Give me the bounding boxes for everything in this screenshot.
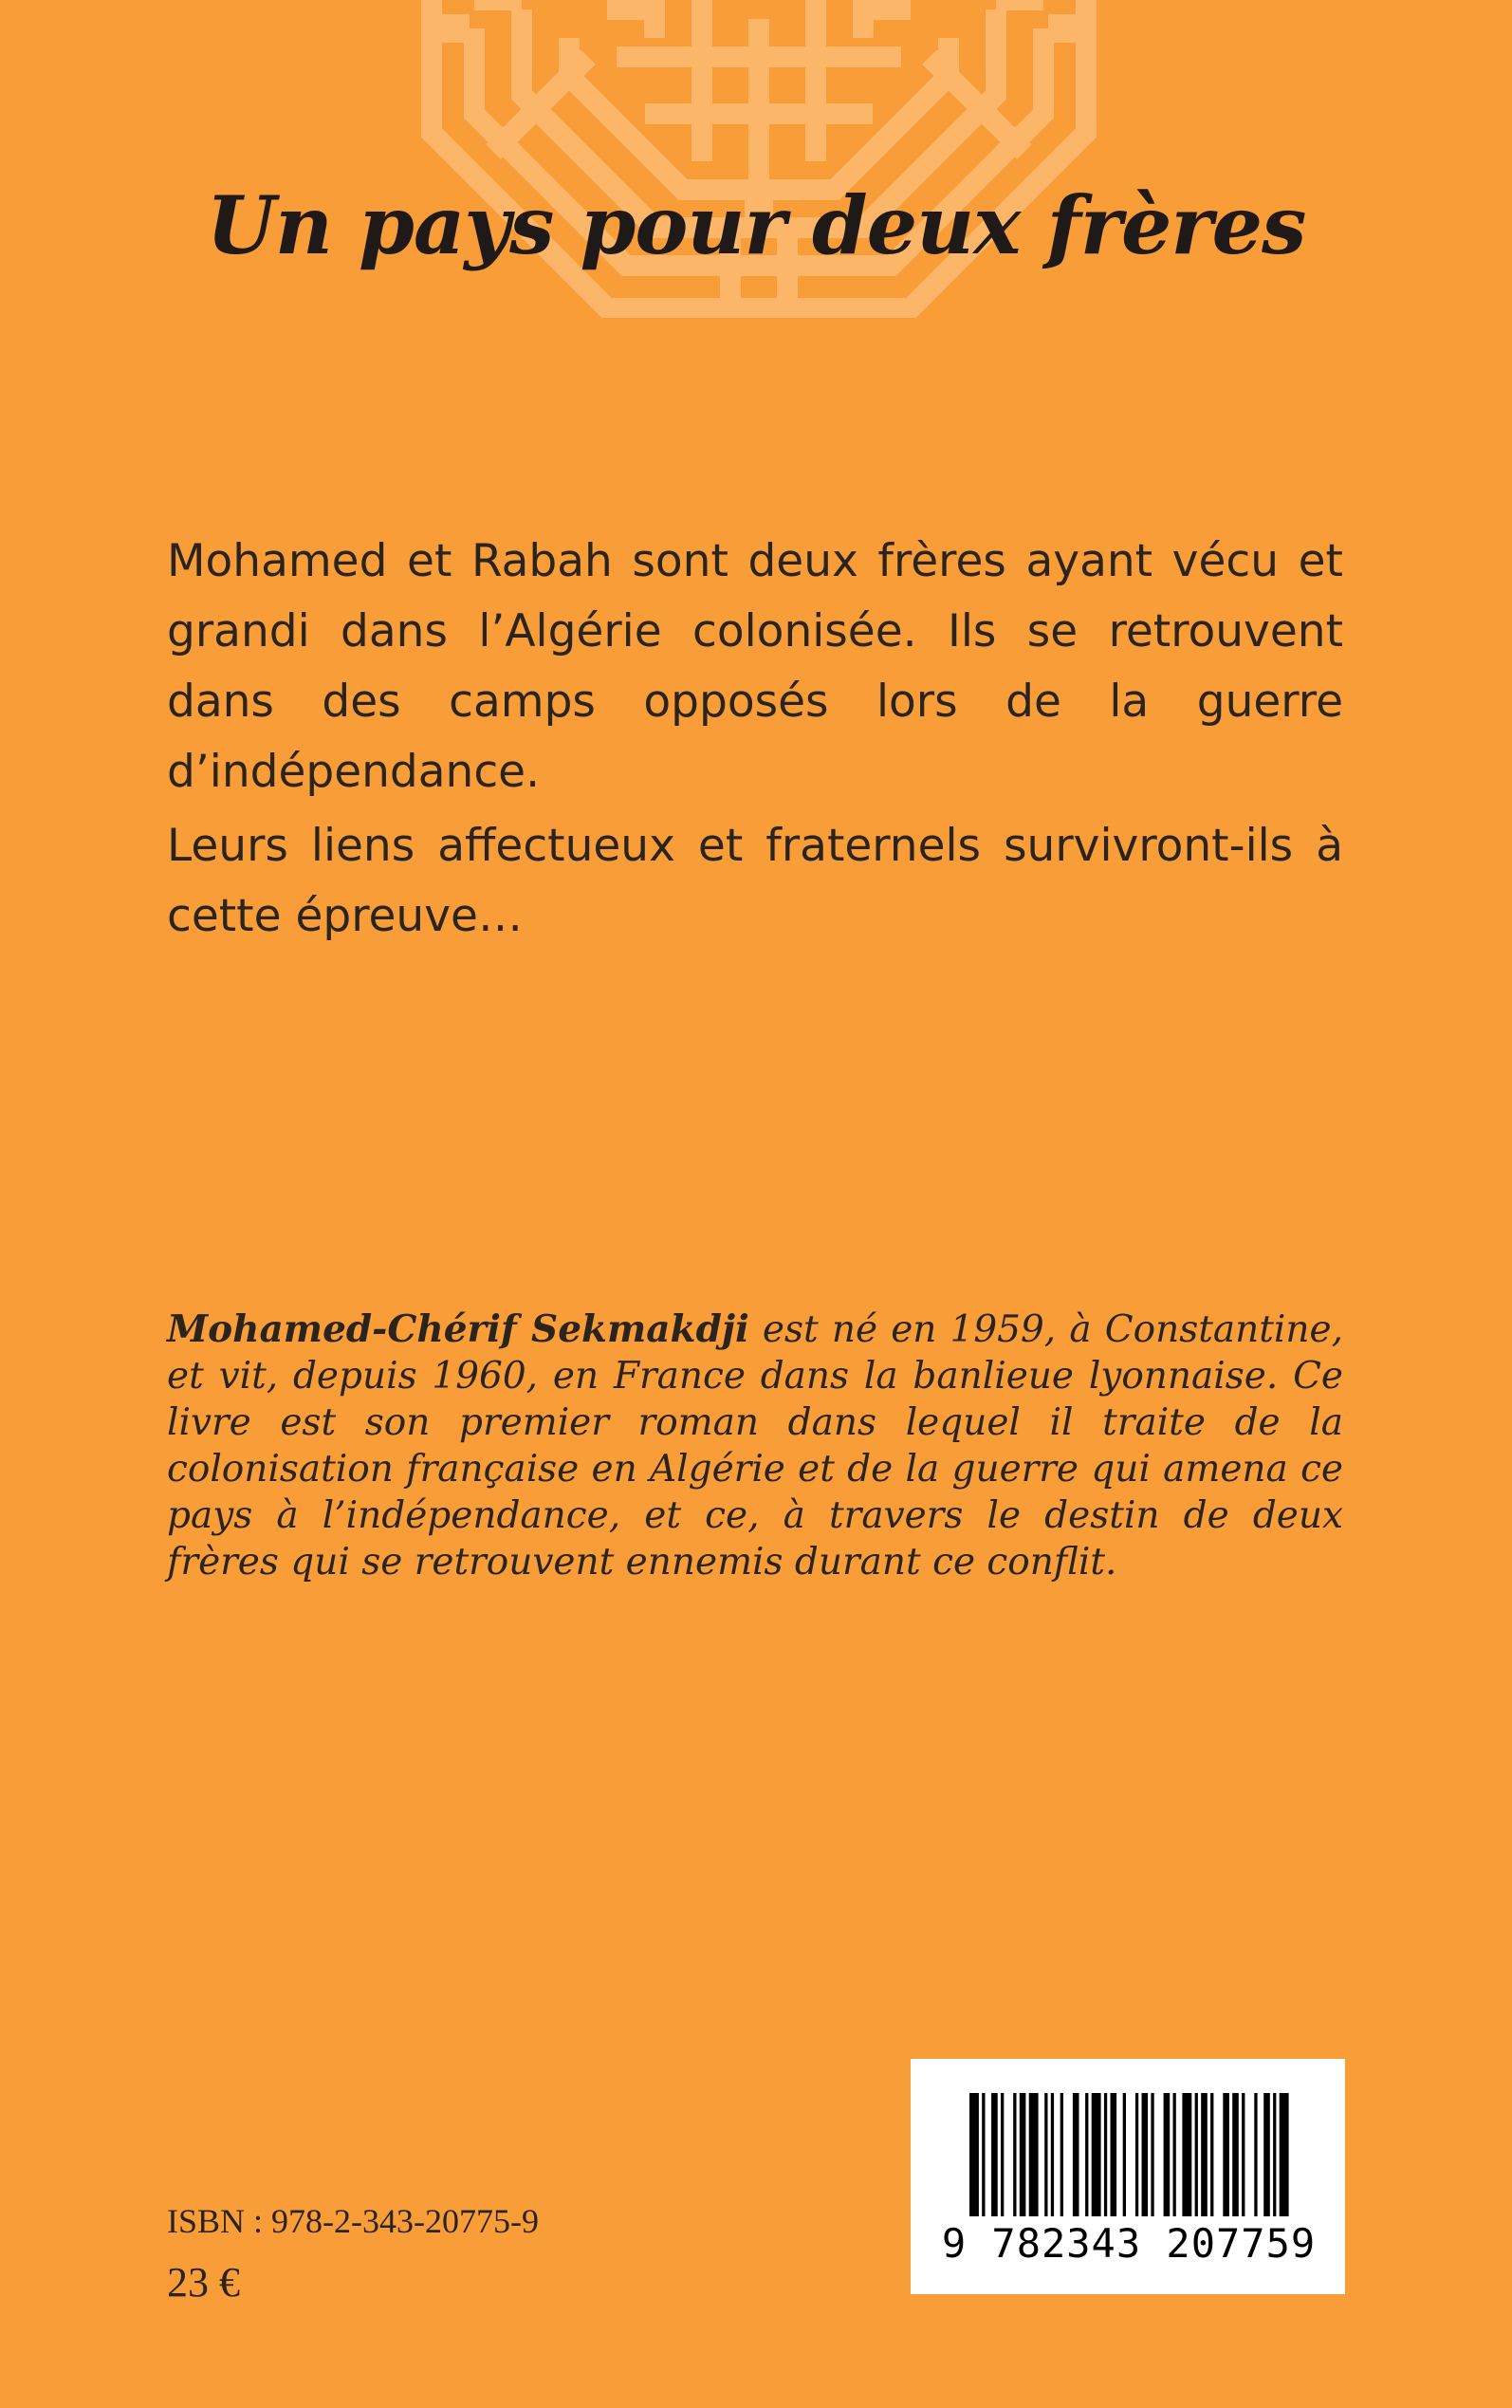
barcode-bar bbox=[1013, 2093, 1016, 2216]
author-bio-text: est né en 1959, à Constantine, et vit, depuis 1960, en France dans la banlieue lyonnaise. Ce livre est son premier roman dans lequel il traite de la colonisation française en Algérie et de la guerre qui amena ce pays à l’indépendance, et ce, à travers le destin de deux frères qui se retrouvent ennemis durant ce conflit. bbox=[167, 1308, 1343, 1584]
barcode-bar bbox=[1073, 2093, 1079, 2216]
barcode-bar bbox=[1232, 2093, 1239, 2216]
author-bio bbox=[167, 1306, 1343, 1585]
isbn: ISBN : 978-2-343-20775-9 bbox=[167, 2202, 539, 2240]
barcode-bar bbox=[1020, 2093, 1026, 2216]
barcode-bar bbox=[1060, 2093, 1063, 2216]
barcode-bar bbox=[1242, 2093, 1245, 2216]
barcode-bar bbox=[1044, 2093, 1047, 2216]
barcode-bar bbox=[969, 2093, 979, 2216]
price: 23 € bbox=[167, 2259, 240, 2306]
barcode-bar bbox=[1142, 2093, 1149, 2216]
barcode-bar bbox=[1195, 2093, 1198, 2216]
barcode-bar bbox=[1123, 2093, 1126, 2216]
barcode-bar bbox=[1173, 2093, 1176, 2216]
barcode-bar bbox=[1051, 2093, 1054, 2216]
barcode-bar bbox=[1029, 2093, 1039, 2216]
barcode-bar bbox=[982, 2093, 985, 2216]
barcode-bar bbox=[1164, 2093, 1171, 2216]
barcode-bar bbox=[1151, 2093, 1153, 2216]
barcode-bar bbox=[1001, 2093, 1004, 2216]
barcode-bar bbox=[1092, 2093, 1101, 2216]
barcode-digits: 9 782343 207759 bbox=[941, 2220, 1317, 2267]
blurb-paragraph-1: Mohamed et Rabah sont deux frères ayant vécu et grandi dans l’Algérie colonisée. Ils se retrouvent dans des camps opposés lors de la guerre d’indépendance. bbox=[167, 535, 1343, 798]
barcode-bar bbox=[1263, 2093, 1270, 2216]
barcode bbox=[911, 2059, 1345, 2294]
barcode-bar bbox=[991, 2093, 998, 2216]
barcode-bar bbox=[1182, 2093, 1191, 2216]
barcode-bar bbox=[1273, 2093, 1276, 2216]
barcode-bar bbox=[1111, 2093, 1117, 2216]
barcode-bar bbox=[1254, 2093, 1257, 2216]
barcode-bar bbox=[1135, 2093, 1138, 2216]
book-title: Un pays pour deux frères bbox=[206, 178, 1306, 272]
barcode-bar bbox=[1104, 2093, 1107, 2216]
barcode-bar bbox=[1280, 2093, 1289, 2216]
blurb-paragraph-2: Leurs liens affectueux et fraternels survivront-ils à cette épreuve… bbox=[167, 820, 1343, 942]
barcode-bar bbox=[1223, 2093, 1229, 2216]
author-name: Mohamed-Chérif Sekmakdji bbox=[167, 1307, 749, 1351]
barcode-bar bbox=[1085, 2093, 1088, 2216]
barcode-bar bbox=[1201, 2093, 1208, 2216]
barcode-bar bbox=[1210, 2093, 1213, 2216]
